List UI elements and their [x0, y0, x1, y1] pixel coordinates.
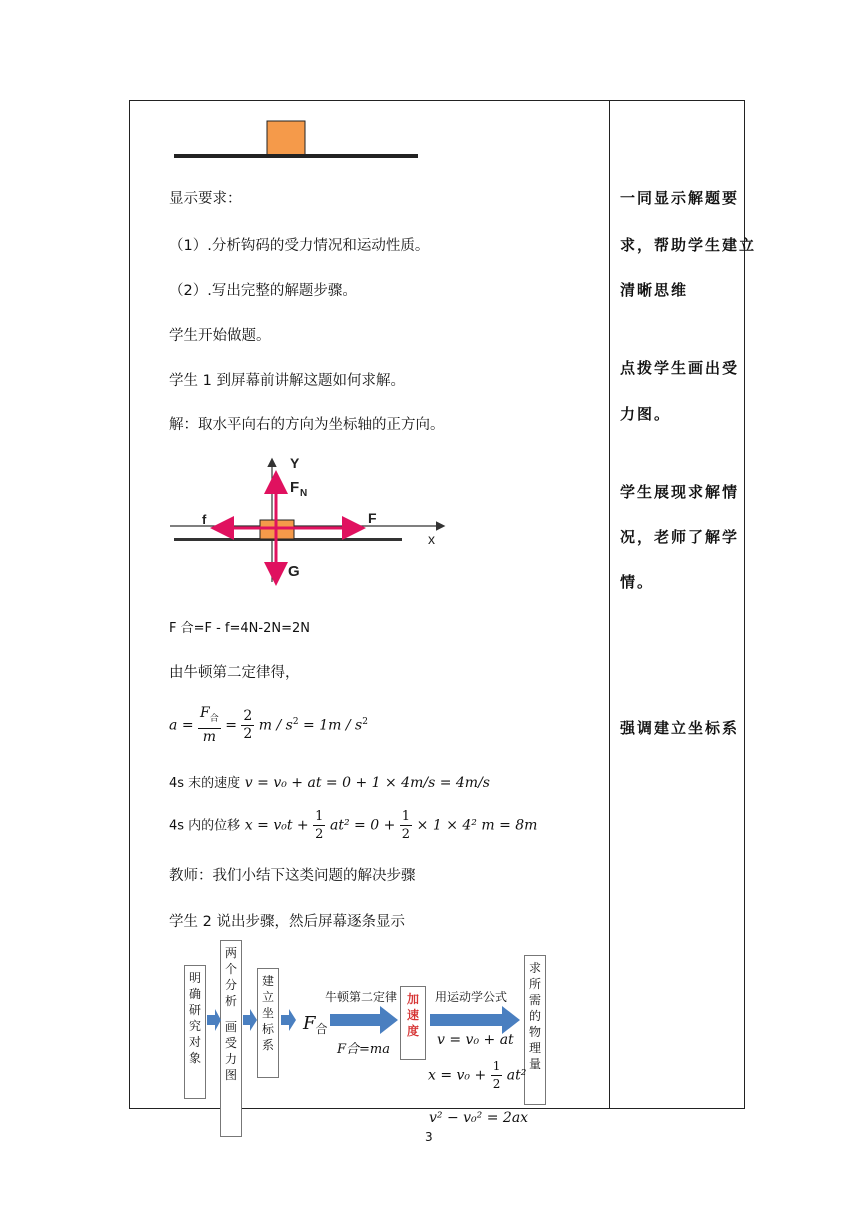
flow-arrow-1	[207, 1009, 221, 1031]
newton-formula: F合=ma	[337, 1042, 390, 1057]
newton-second-law-intro: 由牛顿第二定律得，	[169, 665, 300, 681]
half-fraction-1	[313, 808, 325, 843]
block-on-surface-figure	[170, 115, 420, 160]
flow-arrow-newton	[330, 1006, 398, 1034]
half-numerator-2: 1	[401, 809, 411, 824]
velocity-formula: v = v₀ + at = 0 + 1 × 4m/s = 4m/s	[244, 775, 490, 791]
formula2-part-b: at²	[506, 1067, 527, 1084]
side-note-3: 清晰思维	[620, 281, 689, 299]
teacher-summary: 教师：我们小结下这类问题的解决步骤	[169, 868, 416, 884]
formula2-denominator: 2	[492, 1077, 501, 1091]
unit-exponent-2: 2	[362, 716, 368, 727]
newton-law-label: 牛顿第二定律	[325, 990, 398, 1004]
accel-result: = 1m / s	[298, 717, 363, 734]
x-axis-label: x	[428, 531, 435, 547]
flow-box-required-quantity: 求 所 需 的 物 理 量	[524, 955, 546, 1105]
solution-intro: 解：取水平向右的方向为坐标轴的正方向。	[169, 417, 445, 433]
student-start: 学生开始做题。	[169, 328, 271, 344]
velocity-line	[169, 772, 490, 791]
kinematics-label: 用运动学公式	[435, 990, 508, 1004]
formula2-numerator: 1	[491, 1058, 503, 1076]
side-note-4: 点拨学生画出受	[620, 359, 740, 377]
side-note-9: 强调建立坐标系	[620, 719, 740, 737]
net-force-equation: F 合=F - f=4N-2N=2N	[169, 621, 310, 636]
fraction-denominator-2: 2	[243, 725, 253, 742]
half-fraction-2	[400, 808, 412, 843]
flow-box-two-analyses: 两 个 分 析 画 受 力 图	[220, 940, 242, 1137]
displacement-formula-part2: at² = 0 +	[330, 817, 400, 834]
side-note-6: 学生展现求解情	[620, 483, 740, 501]
surface	[174, 154, 418, 158]
equals-2: =	[225, 717, 237, 734]
normal-force-label: F	[290, 479, 300, 496]
displacement-prefix: 4s 内的位移	[169, 818, 241, 834]
friction-label: f	[202, 512, 207, 527]
kinematics-formula-3: v² − v₀² = 2ax	[429, 1110, 529, 1126]
force-over-mass-fraction	[198, 705, 221, 746]
equals-1: =	[181, 717, 194, 734]
formula2-fraction	[491, 1058, 503, 1093]
fraction-numerator-2: 2	[243, 707, 253, 724]
displacement-formula-part1: x = v₀t +	[244, 817, 314, 834]
half-denominator-1: 2	[315, 827, 324, 842]
flow-arrow-kinematics	[430, 1006, 520, 1034]
side-note-8: 情。	[620, 573, 655, 591]
flow-box-identify-object: 明 确 研 究 对 象	[184, 965, 206, 1099]
block	[267, 121, 305, 155]
gravity-label: G	[288, 563, 300, 580]
side-note-5: 力图。	[620, 405, 672, 423]
kinematics-formula-2	[428, 1058, 526, 1093]
display-requirements: 显示要求：	[169, 191, 242, 207]
side-note-7: 况，老师了解学	[620, 528, 740, 546]
mass-denominator: m	[202, 728, 216, 745]
applied-force-label: F	[368, 510, 377, 526]
side-note-1: 一同显示解题要	[620, 189, 740, 207]
flow-arrow-3	[281, 1009, 296, 1031]
force-diagram	[168, 452, 458, 587]
kinematics-formula-1: v = v₀ + at	[437, 1032, 514, 1048]
requirement-1: （1）.分析钩码的受力情况和运动性质。	[169, 238, 430, 254]
force-subscript: 合	[209, 713, 219, 724]
accel-symbol: a	[169, 717, 178, 734]
displacement-line	[169, 808, 537, 843]
y-axis-label: Y	[290, 455, 300, 471]
unit-exponent-1: 2	[292, 716, 299, 727]
page-number: 3	[425, 1130, 433, 1144]
half-denominator-2: 2	[401, 827, 411, 842]
student-2-steps: 学生 2 说出步骤，然后屏幕逐条显示	[169, 914, 405, 930]
flow-box-acceleration: 加 速 度	[400, 986, 426, 1060]
unit-ms: m / s	[258, 717, 293, 734]
net-force-symbol: $F_合$	[303, 1013, 328, 1037]
force-numerator: F	[200, 705, 210, 721]
requirement-2: （2）.写出完整的解题步骤。	[169, 283, 357, 299]
flow-box-coordinate-system: 建 立 坐 标 系	[257, 968, 279, 1078]
student-1-explains: 学生 1 到屏幕前讲解这题如何求解。	[169, 373, 405, 389]
column-divider	[609, 100, 610, 1109]
two-over-two-fraction	[241, 708, 254, 743]
side-note-2: 求，帮助学生建立	[620, 236, 757, 254]
formula2-part-a: x = v₀ +	[428, 1067, 491, 1084]
velocity-prefix: 4s 末的速度	[169, 776, 241, 791]
normal-force-subscript: N	[300, 488, 308, 499]
flow-arrow-2	[243, 1009, 257, 1031]
displacement-formula-part3: × 1 × 4² m = 8m	[416, 817, 538, 834]
half-numerator-1: 1	[315, 809, 324, 824]
acceleration-equation	[169, 705, 368, 746]
